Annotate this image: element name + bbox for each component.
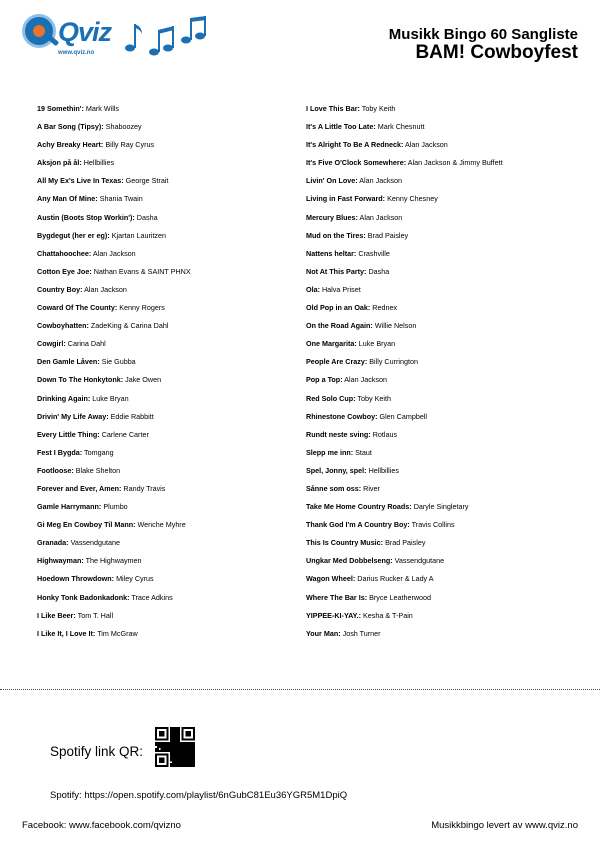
song-artist: Alan Jackson (359, 176, 402, 186)
qviz-logo (22, 14, 112, 64)
qr-code-icon[interactable] (155, 727, 195, 767)
song-title: Gi Meg En Cowboy Til Mann: (37, 520, 136, 530)
song-artist: Mark Wills (85, 104, 119, 113)
song-row (306, 534, 576, 552)
song-title: Thank God I'm A Country Boy: (306, 520, 410, 530)
song-artist: Billy Currington (369, 357, 418, 367)
song-artist: Alan Jackson (84, 284, 127, 294)
song-row (37, 118, 297, 136)
song-row (306, 498, 576, 516)
song-artist: Vassendgutane (394, 556, 445, 566)
song-title: Aksjon på ål: (37, 158, 82, 168)
song-title: Your Man: (306, 628, 341, 638)
song-artist: Blake Shelton (75, 465, 121, 475)
song-title: 19 Somethin': (37, 104, 84, 113)
song-artist: Carina Dahl (67, 339, 106, 349)
song-artist: Alan Jackson & Jimmy Buffett (407, 158, 503, 168)
song-title: This Is Country Music: (306, 538, 384, 548)
song-title: Living in Fast Forward: (306, 194, 386, 204)
song-artist: River (363, 483, 380, 493)
song-row (306, 589, 576, 607)
song-artist: Rotlaus (372, 429, 398, 439)
song-title: YIPPEE-KI-YAY.: (306, 610, 361, 620)
song-title: Hoedown Throwdown: (37, 574, 115, 584)
song-artist: Tom T. Hall (77, 610, 114, 620)
song-title: Drinking Again: (37, 393, 91, 403)
song-row (306, 209, 576, 227)
song-artist: Tomgang (84, 447, 114, 457)
song-title: A Bar Song (Tipsy): (37, 122, 104, 132)
song-artist: Glen Campbell (379, 411, 428, 421)
song-row (37, 353, 297, 371)
song-artist: Sie Gubba (101, 357, 136, 367)
song-artist: Tim McGraw (97, 628, 138, 638)
song-artist: Nathan Evans & SAINT PHNX (93, 266, 191, 276)
song-row (37, 100, 297, 118)
song-row (37, 480, 297, 498)
song-row (37, 462, 297, 480)
song-title: Ungkar Med Dobbelseng: (306, 556, 393, 566)
song-title: Where The Bar Is: (306, 592, 368, 602)
song-artist: Toby Keith (357, 393, 391, 403)
song-artist: Kenny Chesney (387, 194, 438, 204)
song-title: Slepp me inn: (306, 447, 354, 457)
song-row (37, 154, 297, 172)
song-title: It's Alright To Be A Redneck: (306, 140, 404, 150)
song-row (37, 371, 297, 389)
song-artist: Luke Bryan (358, 339, 396, 349)
song-row (37, 190, 297, 208)
song-artist: Kenny Rogers (119, 303, 165, 313)
song-row (306, 607, 576, 625)
song-row (37, 227, 297, 245)
song-artist: Trace Adkins (131, 592, 173, 602)
song-row (37, 534, 297, 552)
song-title: It's Five O'Clock Somewhere: (306, 158, 407, 168)
song-artist: Halva Priset (321, 284, 361, 294)
song-row (37, 516, 297, 534)
song-artist: The Highwaymen (85, 556, 142, 566)
song-row (306, 136, 576, 154)
song-row (306, 480, 576, 498)
song-row (306, 462, 576, 480)
song-artist: Miley Cyrus (116, 574, 154, 584)
footer-facebook[interactable]: Facebook: www.facebook.com/qvizno (22, 820, 181, 831)
song-artist: Randy Travis (123, 483, 166, 493)
song-row (37, 172, 297, 190)
song-title: Livin' On Love: (306, 176, 358, 186)
song-row (306, 408, 576, 426)
song-artist: Vassendgutane (70, 538, 120, 548)
song-title: Honky Tonk Badonkadonk: (37, 592, 130, 602)
logo-url: www.qviz.no (58, 50, 95, 56)
footer-credit[interactable]: Musikkbingo levert av www.qviz.no (431, 820, 578, 831)
song-artist: Jake Owen (125, 375, 162, 385)
song-row (306, 552, 576, 570)
song-artist: Alan Jackson (344, 375, 387, 385)
song-artist: Shania Twain (99, 194, 143, 204)
song-row (306, 317, 576, 335)
song-artist: Eddie Rabbitt (110, 411, 154, 421)
song-artist: Kjartan Lauritzen (111, 230, 167, 240)
song-artist: Brad Paisley (385, 538, 426, 548)
song-artist: Bryce Leatherwood (369, 592, 432, 602)
song-title: Country Boy: (37, 284, 83, 294)
song-title: All My Ex's Live In Texas: (37, 176, 124, 186)
song-artist: Mark Chesnutt (377, 122, 425, 132)
song-row (37, 317, 297, 335)
song-title: Take Me Home Country Roads: (306, 502, 412, 512)
song-artist: Daryle Singletary (413, 502, 469, 512)
song-artist: Shaboozey (105, 122, 142, 132)
song-row (306, 516, 576, 534)
song-row (37, 444, 297, 462)
song-title: Rhinestone Cowboy: (306, 411, 378, 421)
song-row (306, 281, 576, 299)
song-title: It's A Little Too Late: (306, 122, 376, 132)
song-row (306, 299, 576, 317)
song-artist: Dasha (136, 212, 158, 222)
song-artist: Darius Rucker & Lady A (357, 574, 434, 584)
song-title: Highwayman: (37, 556, 84, 566)
song-title: Wagon Wheel: (306, 574, 356, 584)
song-title: Rundt neste sving: (306, 429, 371, 439)
song-artist: Kesha & T-Pain (363, 610, 413, 620)
song-row (37, 426, 297, 444)
song-title: Austin (Boots Stop Workin'): (37, 212, 135, 222)
song-row (306, 426, 576, 444)
song-title: On the Road Again: (306, 321, 373, 331)
song-title: Old Pop in an Oak: (306, 303, 371, 313)
song-row (37, 281, 297, 299)
song-title: Achy Breaky Heart: (37, 140, 104, 150)
song-title: Down To The Honkytonk: (37, 375, 124, 385)
song-row (306, 227, 576, 245)
song-artist: Luke Bryan (92, 393, 129, 403)
song-title: Granada: (37, 538, 69, 548)
song-artist: Toby Keith (361, 104, 396, 113)
song-title: Den Gamle Låven: (37, 357, 100, 367)
song-title: I Like Beer: (37, 610, 76, 620)
song-row (306, 371, 576, 389)
song-row (306, 118, 576, 136)
song-row (306, 390, 576, 408)
song-row (37, 335, 297, 353)
song-row (37, 570, 297, 588)
song-row (37, 136, 297, 154)
song-title: Footloose: (37, 465, 74, 475)
song-artist: Alan Jackson (405, 140, 448, 150)
song-title: People Are Crazy: (306, 357, 368, 367)
song-row (306, 154, 576, 172)
song-row (37, 607, 297, 625)
song-title: Red Solo Cup: (306, 393, 356, 403)
song-title: Cowboyhatten: (37, 321, 89, 331)
song-title: Pop a Top: (306, 375, 343, 385)
song-row (37, 498, 297, 516)
song-artist: Rednex (372, 303, 398, 313)
song-row (306, 190, 576, 208)
song-row (37, 245, 297, 263)
song-title: Cowgirl: (37, 339, 66, 349)
song-row (37, 625, 297, 643)
song-artist: Alan Jackson (359, 212, 403, 222)
spotify-url[interactable]: Spotify: https://open.spotify.com/playlist/6nGubC81Eu36YGR5M1DpiQ (50, 790, 348, 801)
logo-q-icon (22, 14, 56, 48)
song-artist: Billy Ray Cyrus (105, 140, 155, 150)
song-row (37, 589, 297, 607)
song-title: I Love This Bar: (306, 104, 360, 113)
song-row (37, 263, 297, 281)
song-artist: Hellbillies (83, 158, 115, 168)
song-title: Spel, Jonny, spel: (306, 465, 367, 475)
song-row (306, 263, 576, 281)
song-row (37, 552, 297, 570)
song-title: Ola: (306, 284, 320, 294)
logo-text: Qviz (58, 17, 112, 47)
song-row (306, 353, 576, 371)
song-row (306, 570, 576, 588)
song-title: Sånne som oss: (306, 483, 362, 493)
dotted-divider (0, 689, 600, 690)
song-title: Not At This Party: (306, 266, 367, 276)
song-artist: Willie Nelson (374, 321, 417, 331)
song-artist: ZadeKing & Carina Dahl (90, 321, 169, 331)
song-artist: Plumbo (103, 502, 128, 512)
song-title: I Like It, I Love It: (37, 628, 96, 638)
song-row (37, 299, 297, 317)
song-title: Forever and Ever, Amen: (37, 483, 122, 493)
song-row (306, 335, 576, 353)
song-list-left (37, 100, 297, 643)
song-row (37, 408, 297, 426)
song-title: Fest I Bygda: (37, 447, 83, 457)
song-title: One Margarita: (306, 339, 357, 349)
song-title: Drivin' My Life Away: (37, 411, 109, 421)
song-title: Mud on the Tires: (306, 230, 366, 240)
song-artist: Travis Collins (411, 520, 455, 530)
song-artist: Wenche Myhre (137, 520, 186, 530)
song-title: Chattahoochee: (37, 248, 92, 258)
song-title: Bygdegut (her er eg): (37, 230, 110, 240)
song-title: Mercury Blues: (306, 212, 358, 222)
song-artist: Carlene Carter (101, 429, 149, 439)
song-artist: Hellbillies (368, 465, 399, 475)
song-artist: George Strait (125, 176, 169, 186)
song-artist: Staut (355, 447, 372, 457)
song-row (306, 245, 576, 263)
song-row (306, 172, 576, 190)
song-title: Coward Of The County: (37, 303, 118, 313)
song-title: Nattens heltar: (306, 248, 357, 258)
song-row (37, 390, 297, 408)
page-subtitle: BAM! Cowboyfest (415, 42, 578, 63)
music-notes-icon (120, 14, 210, 60)
song-row (306, 100, 576, 118)
song-artist: Brad Paisley (367, 230, 409, 240)
song-title: Gamle Harrymann: (37, 502, 102, 512)
song-artist: Josh Turner (342, 628, 381, 638)
song-title: Cotton Eye Joe: (37, 266, 92, 276)
song-list-right (306, 100, 576, 643)
song-row (306, 444, 576, 462)
song-artist: Crashville (358, 248, 390, 258)
song-artist: Dasha (368, 266, 390, 276)
qr-label: Spotify link QR: (50, 744, 144, 759)
page-title: Musikk Bingo 60 Sangliste (388, 26, 578, 43)
song-title: Any Man Of Mine: (37, 194, 98, 204)
song-row (306, 625, 576, 643)
song-row (37, 209, 297, 227)
song-artist: Alan Jackson (92, 248, 136, 258)
song-title: Every Little Thing: (37, 429, 100, 439)
